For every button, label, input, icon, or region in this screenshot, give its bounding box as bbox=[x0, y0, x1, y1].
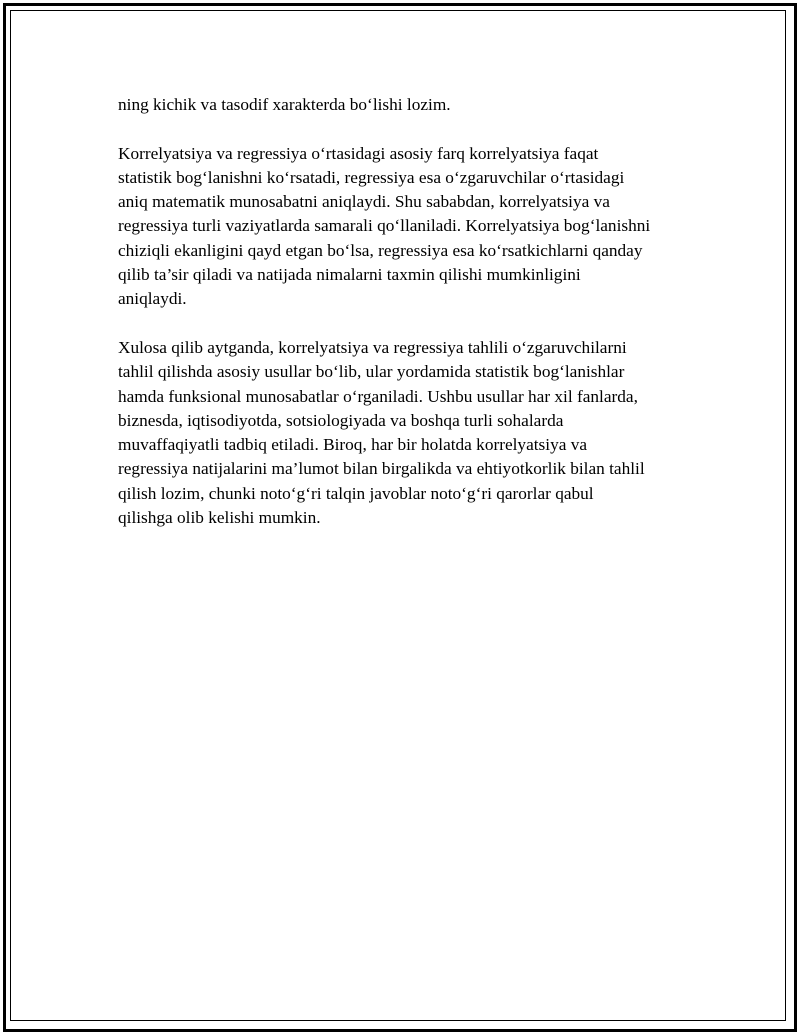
paragraph-correlation-vs-regression: Korrelyatsiya va regressiya o‘rtasidagi asosiy farq korrelyatsiya faqat statistik bog‘lanishni ko‘rsatadi, regressiya esa o‘zgaruvchilar o‘rtasidagi aniq matematik munosabatni aniqlaydi. Shu sababdan, korrelyatsiya va regressiya turli vaziyatlarda samarali qo‘llaniladi. Korrelyatsiya bog‘lanishni chiziqli ekanligini qayd etgan bo‘lsa, regressiya esa ko‘rsatkichlarni qanday qilib ta’sir qiladi va natijada nimalarni taxmin qilishi mumkinligini aniqlaydi. bbox=[118, 143, 651, 309]
paragraph-continuation: ning kichik va tasodif xarakterda bo‘lishi lozim. bbox=[118, 95, 451, 114]
paragraph-conclusion: Xulosa qilib aytganda, korrelyatsiya va regressiya tahlili o‘zgaruvchilarni tahlil qilishda asosiy usullar bo‘lib, ular yordamida statistik bog‘lanishlar hamda funksional munosabatlar o‘rganiladi. Ushbu usullar har xil fanlarda, biznesda, iqtisodiyotda, sotsiologiyada va boshqa turli sohalarda muvaffaqiyatli tadbiq etiladi. Biroq, har bir holatda korrelyatsiya va regressiya natijalarini ma’lumot bilan birgalikda va ehtiyotkorlik bilan tahlil qilish lozim, chunki noto‘g‘ri talqin javoblar noto‘g‘ri qarorlar qabul qilishga olib kelishi mumkin. bbox=[118, 337, 645, 528]
document-body bbox=[118, 93, 698, 555]
